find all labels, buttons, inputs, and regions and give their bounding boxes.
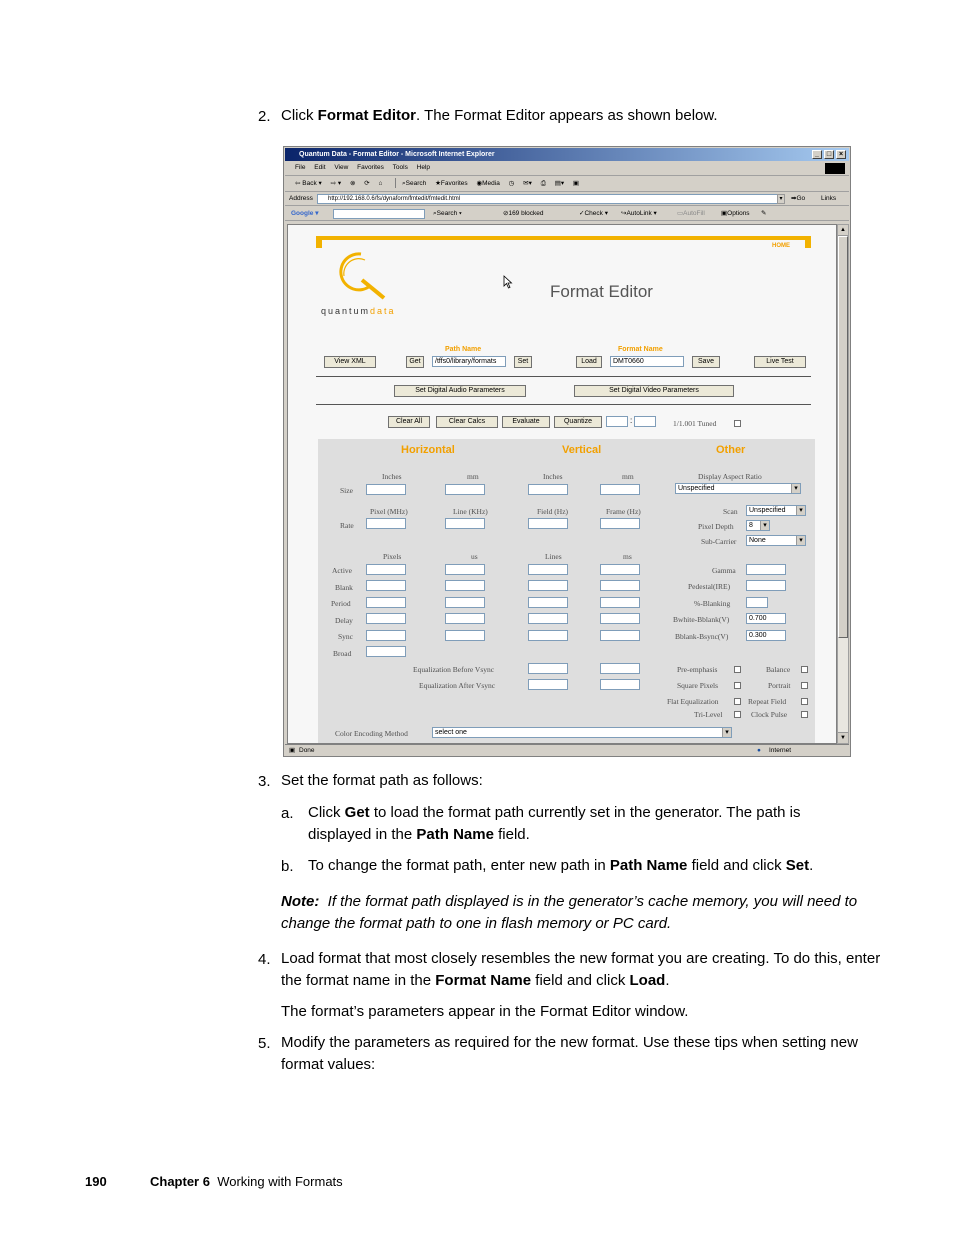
menu-view[interactable]: View	[334, 164, 349, 171]
scroll-up-icon[interactable]: ▲	[838, 225, 848, 236]
colon: :	[630, 416, 633, 425]
chapter-label: Chapter 6	[150, 1174, 210, 1189]
menu-edit[interactable]: Edit	[314, 164, 326, 171]
clear-calcs-button[interactable]: Clear Calcs	[436, 416, 498, 428]
clear-all-button[interactable]: Clear All	[388, 416, 430, 428]
pixel-mhz-header: Pixel (MHz)	[370, 507, 408, 516]
line-rate-input[interactable]	[445, 518, 485, 529]
check-button[interactable]: ✓Check ▾	[579, 210, 608, 217]
portrait-label: Portrait	[768, 681, 791, 690]
internet-zone-label: Internet	[769, 747, 792, 754]
v-active-lines-input[interactable]	[528, 564, 568, 575]
h-delay-pixels-input[interactable]	[366, 613, 406, 624]
h-size-inches-input[interactable]	[366, 484, 406, 495]
pixels-header: Pixels	[383, 552, 402, 561]
google-search-input[interactable]	[333, 209, 425, 219]
quantum-data-logo-icon	[332, 248, 390, 300]
h-blank-us-input[interactable]	[445, 580, 485, 591]
step-3b-text	[308, 855, 813, 877]
live-test-button[interactable]: Live Test	[754, 356, 806, 368]
header-bar-right	[805, 236, 811, 248]
display-aspect-select[interactable]: Unspecified ▾	[675, 483, 801, 494]
step-number: 3.	[258, 773, 271, 790]
eq-before-ms-input[interactable]	[600, 663, 640, 674]
v-delay-lines-input[interactable]	[528, 613, 568, 624]
note-label: Note:	[281, 893, 320, 910]
h-active-pixels-input[interactable]	[366, 564, 406, 575]
scroll-thumb[interactable]	[838, 236, 848, 638]
address-input[interactable]: http://192.168.0.6/fs/dynaform/fmtedit/fmtedit.html	[317, 194, 783, 204]
us-header: us	[471, 552, 478, 561]
square-pixels-label: Square Pixels	[677, 681, 719, 690]
minimize-icon[interactable]: _	[812, 150, 822, 159]
lines-header: Lines	[545, 552, 562, 561]
mouse-cursor-icon	[503, 275, 513, 289]
frame-hz-header: Frame (Hz)	[606, 507, 641, 516]
bold-term: Path Name	[609, 857, 688, 874]
label: AutoLink	[626, 210, 652, 217]
bold-term: Set	[785, 857, 810, 874]
broad-label: Broad	[333, 649, 352, 658]
pixel-depth-select[interactable]: 8 ▾	[746, 520, 770, 531]
label: 169 blocked	[508, 210, 544, 217]
ratio-input-1[interactable]	[606, 416, 628, 427]
portrait-checkbox[interactable]	[801, 682, 808, 689]
line-khz-header: Line (KHz)	[453, 507, 488, 516]
history-icon[interactable]: ◷	[508, 180, 515, 187]
bold-term: Get	[344, 804, 370, 821]
inches-header: Inches	[382, 472, 402, 481]
label: AutoFill	[683, 210, 705, 217]
v-size-inches-input[interactable]	[528, 484, 568, 495]
eq-after-vsync-label: Equalization After Vsync	[419, 681, 496, 690]
step-number: 4.	[258, 951, 271, 968]
options-button[interactable]: ▣Options	[721, 210, 750, 217]
v-period-ms-input[interactable]	[600, 597, 640, 608]
text: field and click	[687, 857, 786, 874]
text: Click	[281, 107, 318, 124]
back-label: Back	[302, 180, 317, 187]
format-name-label: Format Name	[618, 346, 663, 353]
text: To change the format path, enter new path in	[308, 857, 610, 874]
scan-label: Scan	[723, 507, 738, 516]
frame-rate-input[interactable]	[600, 518, 640, 529]
bwhite-bblank-label: Bwhite-Bblank(V)	[673, 615, 730, 624]
close-icon[interactable]: ×	[836, 150, 846, 159]
ratio-input-2[interactable]	[634, 416, 656, 427]
flat-equalization-label: Flat Equalization	[667, 697, 719, 706]
toolbar	[285, 176, 849, 192]
label: Options	[727, 210, 750, 217]
tri-level-checkbox[interactable]	[734, 711, 741, 718]
bold-term: Format Editor	[317, 107, 417, 124]
menu-bar	[285, 162, 849, 176]
pct-blanking-input[interactable]	[746, 597, 768, 608]
print-icon[interactable]: ⎙	[540, 180, 546, 187]
quantize-button[interactable]: Quantize	[554, 416, 602, 428]
discuss-icon[interactable]: ▣	[572, 180, 580, 187]
square-pixels-checkbox[interactable]	[734, 682, 741, 689]
menu-favorites[interactable]: Favorites	[357, 164, 384, 171]
repeat-field-label: Repeat Field	[748, 697, 787, 706]
pedestal-label: Pedestal(IRE)	[688, 582, 731, 591]
v-blank-lines-input[interactable]	[528, 580, 568, 591]
status-bar	[285, 744, 849, 757]
window-title: Quantum Data - Format Editor - Microsoft Internet Explorer	[299, 151, 495, 158]
go-button[interactable]: ➡Go	[791, 195, 806, 202]
popup-blocked-button[interactable]: ⊘169 blocked	[503, 210, 544, 217]
go-label: Go	[796, 195, 806, 202]
load-button[interactable]: Load	[576, 356, 602, 368]
path-name-input[interactable]: /tffs0/library/formats	[432, 356, 506, 367]
links-label[interactable]: Links	[821, 195, 837, 202]
web-page	[287, 224, 837, 744]
h-blank-pixels-input[interactable]	[366, 580, 406, 591]
menu-file[interactable]: File	[295, 164, 306, 171]
text: Load format that most closely resembles the new format you are creating. To do this, enter the format name in the	[281, 950, 881, 989]
pen-icon[interactable]: ✎	[761, 210, 767, 217]
set-button[interactable]: Set	[514, 356, 532, 368]
google-search-button[interactable]: ⌕Search ▾	[433, 210, 462, 217]
text: .	[809, 857, 814, 874]
other-heading: Other	[716, 444, 746, 456]
windows-logo-icon	[825, 163, 845, 174]
menu-tools[interactable]: Tools	[392, 164, 408, 171]
v-delay-ms-input[interactable]	[600, 613, 640, 624]
gamma-label: Gamma	[712, 566, 736, 575]
v-size-mm-input[interactable]	[600, 484, 640, 495]
h-sync-us-input[interactable]	[445, 630, 485, 641]
h-sync-pixels-input[interactable]	[366, 630, 406, 641]
color-encoding-label: Color Encoding Method	[335, 729, 408, 738]
search-label: Search	[405, 180, 427, 187]
get-button[interactable]: Get	[406, 356, 424, 368]
text: .	[665, 972, 670, 989]
autolink-button[interactable]: ↪AutoLink ▾	[621, 210, 657, 217]
v-period-lines-input[interactable]	[528, 597, 568, 608]
autofill-button[interactable]: ▭AutoFill	[677, 210, 705, 217]
eq-after-ms-input[interactable]	[600, 679, 640, 690]
clock-pulse-checkbox[interactable]	[801, 711, 808, 718]
display-aspect-header: Display Aspect Ratio	[698, 472, 762, 481]
separator	[395, 178, 396, 188]
google-logo[interactable]: Google ▾	[291, 210, 319, 217]
sync-label: Sync	[338, 632, 353, 641]
eq-after-lines-input[interactable]	[528, 679, 568, 690]
v-blank-ms-input[interactable]	[600, 580, 640, 591]
h-size-mm-input[interactable]	[445, 484, 485, 495]
save-button[interactable]: Save	[692, 356, 720, 368]
bwhite-bblank-input[interactable]: 0.700	[746, 613, 786, 624]
h-delay-us-input[interactable]	[445, 613, 485, 624]
favorites-button[interactable]: ★Favorites	[435, 180, 468, 187]
rate-label: Rate	[340, 521, 354, 530]
pct-blanking-label: %-Blanking	[694, 599, 731, 608]
format-name-input[interactable]: DMT0660	[610, 356, 684, 367]
text: Click	[308, 804, 345, 821]
set-digital-video-button[interactable]: Set Digital Video Parameters	[574, 385, 734, 397]
field-rate-input[interactable]	[528, 518, 568, 529]
blank-label: Blank	[335, 583, 353, 592]
period-label: Period	[331, 599, 351, 608]
mm-header: mm	[467, 472, 479, 481]
vertical-scrollbar[interactable]	[837, 224, 849, 744]
edit-icon[interactable]: ▤▾	[554, 180, 565, 187]
clock-pulse-label: Clock Pulse	[751, 710, 788, 719]
bold-term: Format Name	[435, 972, 532, 989]
divider	[316, 404, 811, 405]
step-4-paragraph: The format’s parameters appear in the Format Editor window.	[281, 1003, 689, 1020]
step-3a-text	[308, 802, 868, 846]
pixel-depth-label: Pixel Depth	[698, 522, 734, 531]
home-link[interactable]: HOME	[772, 243, 790, 249]
status-text: Done	[299, 747, 315, 754]
bblank-bsync-label: Bblank-Bsync(V)	[675, 632, 729, 641]
v-active-ms-input[interactable]	[600, 564, 640, 575]
media-button[interactable]: ◉Media	[476, 180, 500, 187]
address-label: Address	[289, 195, 313, 202]
text: to load the format path currently set in the generator. The path is displayed in the	[308, 804, 801, 843]
header-bar-left	[316, 236, 322, 248]
search-button[interactable]: ⌕Search	[402, 180, 427, 187]
repeat-field-checkbox[interactable]	[801, 698, 808, 705]
mm-header: mm	[622, 472, 634, 481]
tri-level-label: Tri-Level	[694, 710, 723, 719]
media-label: Media	[482, 180, 500, 187]
page-title: Format Editor	[550, 282, 653, 301]
eq-before-lines-input[interactable]	[528, 663, 568, 674]
view-xml-button[interactable]: View XML	[324, 356, 376, 368]
pre-emphasis-checkbox[interactable]	[734, 666, 741, 673]
note-text: If the format path displayed is in the generator’s cache memory, you will need to change the format path to one in flash memory or PC card.	[281, 893, 858, 932]
bold-term: Path Name	[416, 826, 494, 843]
sub-carrier-select[interactable]: None ▾	[746, 535, 806, 546]
internet-zone-icon: ●	[757, 747, 761, 754]
field-hz-header: Field (Hz)	[537, 507, 569, 516]
step-5-text: Modify the parameters as required for the new format. Use these tips when setting new format values:	[281, 1034, 858, 1073]
sub-carrier-label: Sub-Carrier	[701, 537, 737, 546]
note	[281, 891, 881, 935]
page-number: 190	[85, 1174, 107, 1189]
pixel-rate-input[interactable]	[366, 518, 406, 529]
label: Search	[436, 210, 458, 217]
flat-equalization-checkbox[interactable]	[734, 698, 741, 705]
logo-text	[321, 306, 396, 316]
browser-title-bar	[285, 148, 849, 161]
set-digital-audio-button[interactable]: Set Digital Audio Parameters	[394, 385, 526, 397]
back-button[interactable]: ⇦ Back ▾	[295, 180, 322, 187]
bold-term: Load	[629, 972, 666, 989]
gamma-input[interactable]	[746, 564, 786, 575]
balance-checkbox[interactable]	[801, 666, 808, 673]
format-editor-screenshot	[283, 146, 851, 757]
scroll-down-icon[interactable]: ▼	[838, 732, 848, 743]
logo-text-data: data	[370, 306, 396, 316]
status-page-icon: ▣	[289, 747, 296, 754]
pre-emphasis-label: Pre-emphasis	[677, 665, 718, 674]
stop-icon[interactable]: ⊗	[349, 180, 356, 187]
step-3-text: Set the format path as follows:	[281, 772, 483, 789]
menu-help[interactable]: Help	[416, 164, 431, 171]
step-number: 5.	[258, 1035, 271, 1052]
substep-letter: a.	[281, 805, 294, 822]
step-4-text	[281, 948, 881, 992]
path-name-label: Path Name	[445, 346, 482, 353]
address-dropdown-icon[interactable]: ▾	[777, 194, 785, 204]
divider	[316, 376, 811, 377]
favorites-label: Favorites	[440, 180, 468, 187]
text: field and click	[531, 972, 630, 989]
forward-icon[interactable]: ⇨ ▾	[330, 180, 342, 187]
delay-label: Delay	[335, 616, 353, 625]
tuned-checkbox[interactable]	[734, 420, 741, 427]
active-label: Active	[332, 566, 352, 575]
label: Check	[584, 210, 603, 217]
mail-icon[interactable]: ✉▾	[523, 180, 532, 187]
address-bar	[285, 192, 849, 206]
h-period-pixels-input[interactable]	[366, 597, 406, 608]
running-footer	[150, 1174, 343, 1189]
balance-label: Balance	[766, 665, 791, 674]
h-period-us-input[interactable]	[445, 597, 485, 608]
maximize-icon[interactable]: □	[824, 150, 834, 159]
ms-header: ms	[623, 552, 632, 561]
v-sync-lines-input[interactable]	[528, 630, 568, 641]
step-2-text	[281, 105, 718, 127]
h-broad-pixels-input[interactable]	[366, 646, 406, 657]
bblank-bsync-input[interactable]: 0.300	[746, 630, 786, 641]
pedestal-input[interactable]	[746, 580, 786, 591]
v-sync-ms-input[interactable]	[600, 630, 640, 641]
h-active-us-input[interactable]	[445, 564, 485, 575]
substep-letter: b.	[281, 858, 294, 875]
chapter-title: Working with Formats	[217, 1174, 343, 1189]
size-label: Size	[340, 486, 353, 495]
text: . The Format Editor appears as shown below.	[416, 107, 718, 124]
scan-select[interactable]: Unspecified ▾	[746, 505, 806, 516]
horizontal-heading: Horizontal	[401, 444, 455, 456]
inches-header: Inches	[543, 472, 563, 481]
eq-before-vsync-label: Equalization Before Vsync	[413, 665, 495, 674]
step-number: 2.	[258, 108, 271, 125]
evaluate-button[interactable]: Evaluate	[502, 416, 550, 428]
tuned-label: 1/1.001 Tuned	[673, 419, 717, 428]
header-bar	[316, 236, 811, 240]
logo-text-quantum: quantum	[321, 306, 371, 316]
vertical-heading: Vertical	[562, 444, 602, 456]
color-encoding-select[interactable]: select one ▾	[432, 727, 732, 738]
google-toolbar	[285, 206, 849, 221]
refresh-icon[interactable]: ⟳	[364, 180, 370, 187]
home-icon[interactable]: ⌂	[378, 180, 383, 187]
text: field.	[493, 826, 530, 843]
